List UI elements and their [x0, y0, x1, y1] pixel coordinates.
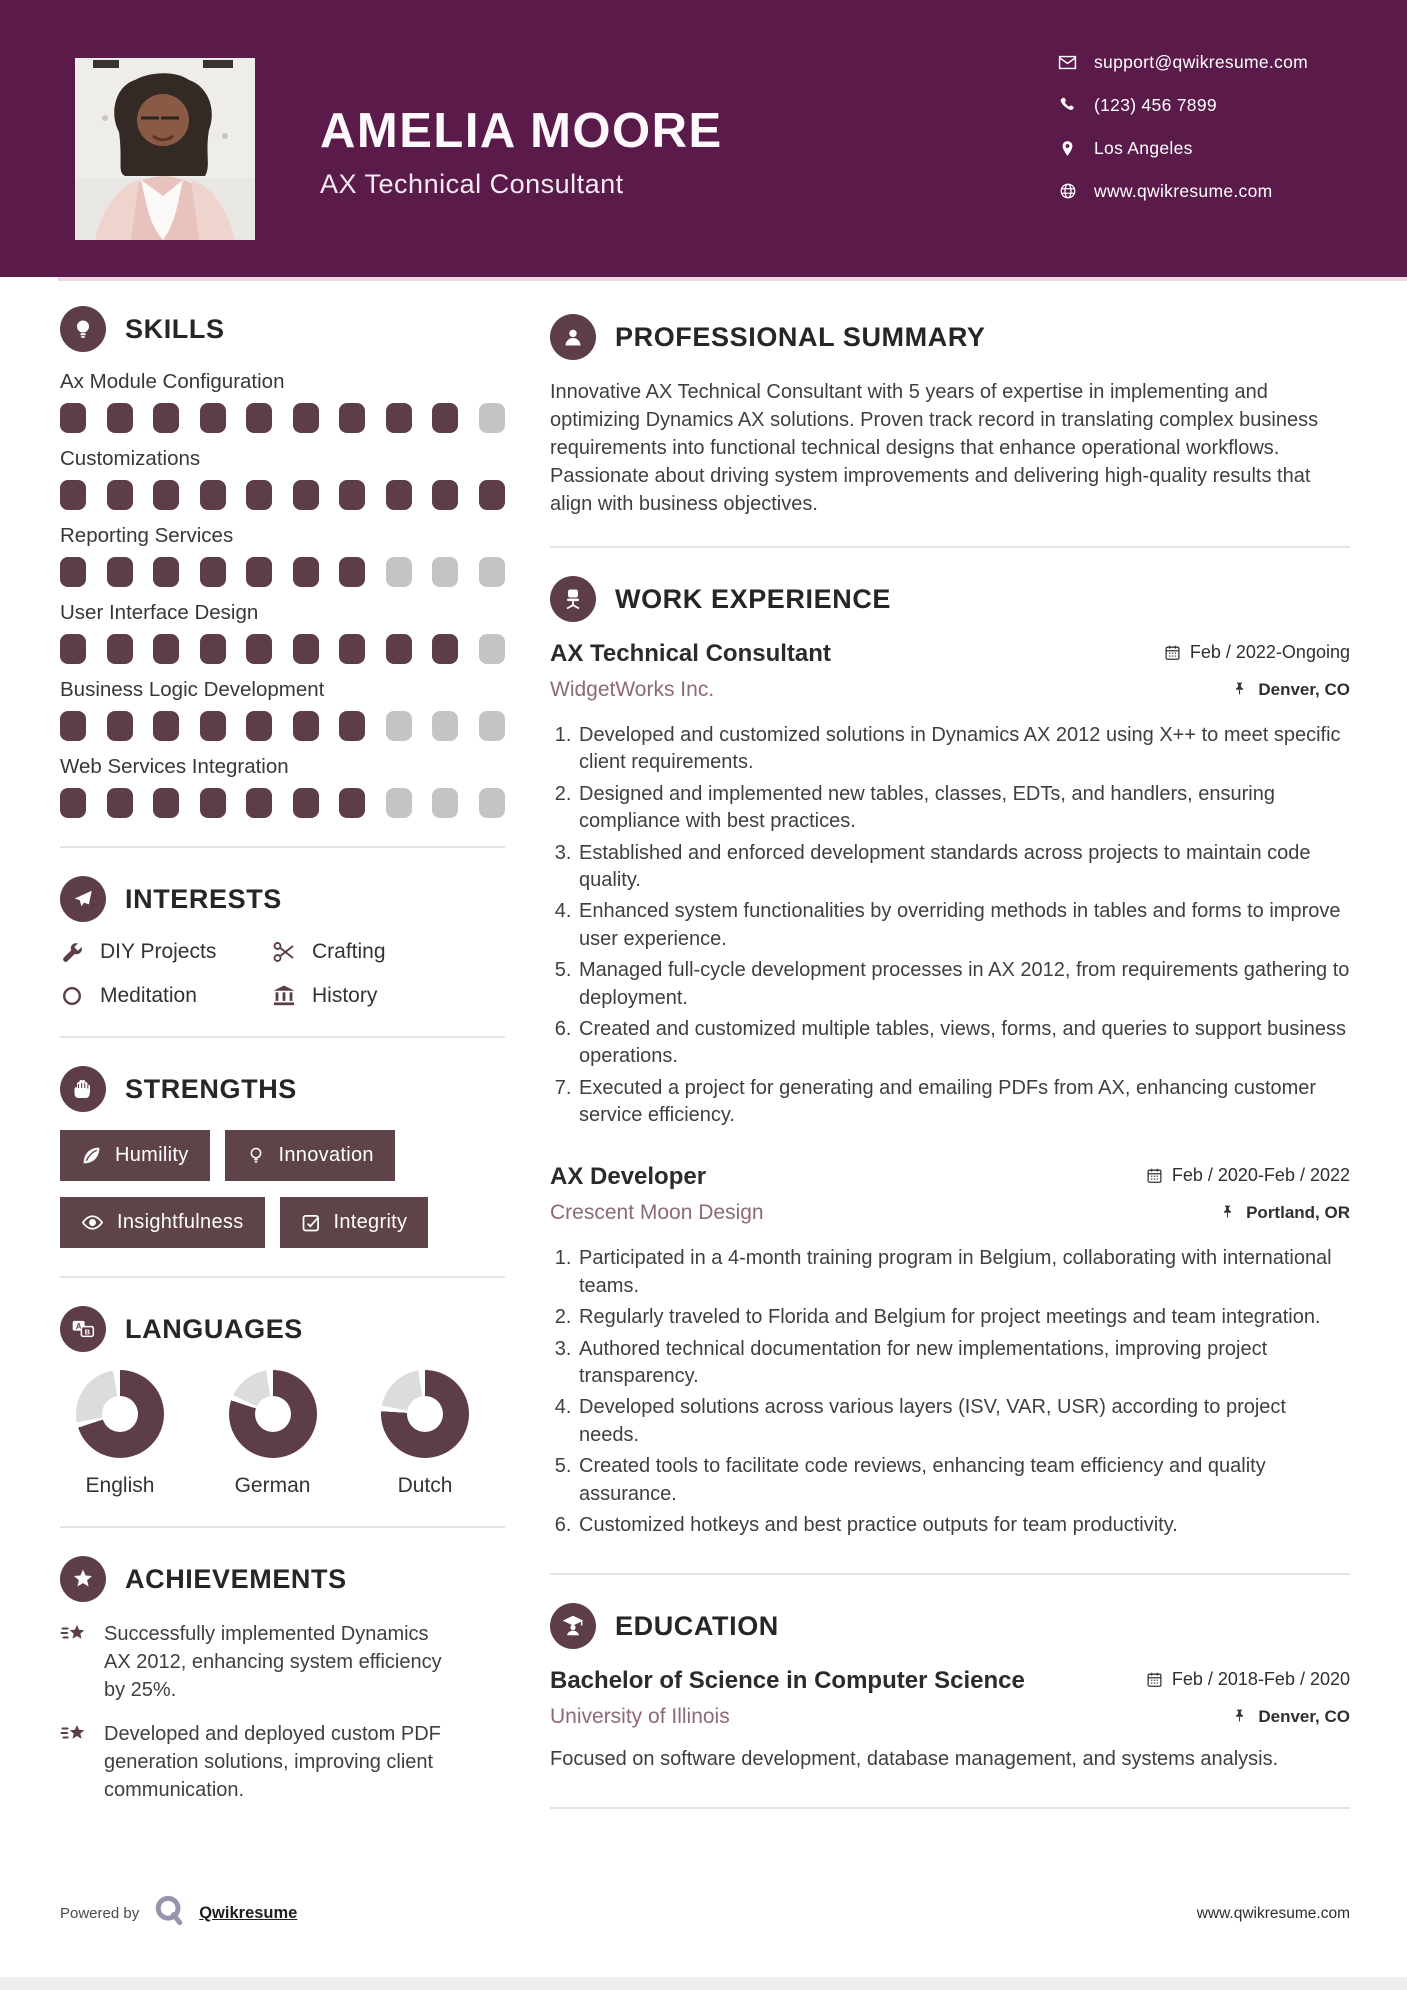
job-date: Feb / 2022-Ongoing: [1189, 642, 1350, 662]
strength-badge: [280, 1197, 429, 1248]
star-icon: [60, 1556, 106, 1602]
footer: [60, 1893, 1350, 1934]
job-date-meta: [1146, 1165, 1350, 1186]
job-bullet: 2. Regularly traveled to Florida and Belgium for project meetings and team integration.: [577, 1304, 1350, 1331]
education-entry: [550, 1667, 1350, 1773]
work-heading: WORK EXPERIENCE: [615, 583, 892, 614]
achievement-text: Successfully implemented Dynamics AX 2012, enhancing system efficiency by 25%.: [104, 1623, 442, 1701]
job-location: Portland, OR: [1246, 1202, 1350, 1222]
skill-label: Business Logic Development: [60, 678, 325, 701]
rating-square: [246, 403, 272, 433]
interest-item: [60, 940, 272, 964]
envelope-icon: [1058, 53, 1077, 72]
rating-square: [107, 557, 133, 587]
skill-item: [60, 755, 505, 818]
job-bullet: 3. Authored technical documentation for new implementations, improving project transparency.: [577, 1336, 1350, 1391]
rating-square: [293, 711, 319, 741]
company-name: Crescent Moon Design: [550, 1201, 764, 1225]
work-heading-row: [550, 576, 1350, 622]
contact-list: [1058, 52, 1308, 224]
left-column: [60, 306, 505, 1820]
qwikresume-logo-icon: [151, 1893, 187, 1934]
skill-item: [60, 524, 505, 587]
scissors-icon: [272, 940, 296, 964]
contact-text: Los Angeles: [1094, 137, 1193, 158]
job-entry: [550, 1163, 1350, 1539]
rating-square: [386, 634, 412, 664]
job-sub-row: [550, 1191, 1350, 1225]
interest-label: History: [312, 984, 378, 1007]
strengths-heading: STRENGTHS: [125, 1073, 297, 1104]
job-date-meta: [1164, 642, 1350, 663]
rating-square: [200, 403, 226, 433]
rating-square: [107, 788, 133, 818]
job-bullets: [550, 1245, 1350, 1539]
rating-square: [246, 788, 272, 818]
job-bullet: 5. Managed full-cycle development processes in AX 2012, from requirements gathering to deployment.: [577, 957, 1350, 1012]
language-item: [213, 1370, 333, 1498]
rating-square: [153, 634, 179, 664]
languages-heading: LANGUAGES: [125, 1313, 303, 1344]
achievements-heading: ACHIEVEMENTS: [125, 1563, 347, 1594]
rating-square: [60, 480, 86, 510]
summary-heading-row: [550, 314, 1350, 360]
interests-section: [60, 876, 505, 1008]
achievement-text: Developed and deployed custom PDF generation solutions, improving client communication.: [104, 1723, 441, 1801]
rating-square: [246, 711, 272, 741]
rating-square: [107, 711, 133, 741]
jobs-list: [550, 640, 1350, 1539]
rating-square: [246, 480, 272, 510]
interest-label: DIY Projects: [100, 940, 217, 963]
footer-site-url: www.qwikresume.com: [1196, 1904, 1350, 1922]
rating-square: [246, 557, 272, 587]
language-donut-chart: [229, 1370, 317, 1458]
language-donut-chart: [76, 1370, 164, 1458]
strengths-section: [60, 1066, 505, 1248]
contact-item[interactable]: [1058, 138, 1308, 158]
strength-label: Humility: [115, 1144, 189, 1166]
interests-heading-row: [60, 876, 505, 922]
contact-text: (123) 456 7899: [1094, 94, 1217, 115]
job-bullet: 2. Designed and implemented new tables, classes, EDTs, and handlers, ensuring compliance with best practices.: [577, 781, 1350, 836]
rating-square: [60, 403, 86, 433]
rating-square: [339, 480, 365, 510]
rating-square: [60, 634, 86, 664]
phone-icon: [1058, 96, 1077, 115]
rating-square: [293, 634, 319, 664]
strengths-heading-row: [60, 1066, 505, 1112]
skill-label: Reporting Services: [60, 524, 234, 547]
qwikresume-brand-link[interactable]: Qwikresume: [199, 1904, 298, 1922]
location-pin-icon: [1058, 139, 1077, 158]
languages-list: [60, 1370, 485, 1498]
translate-icon: [60, 1306, 106, 1352]
strength-badge: [60, 1130, 210, 1181]
profile-photo: [75, 58, 255, 240]
language-label: German: [234, 1474, 311, 1497]
skill-item: [60, 678, 505, 741]
education-description: Focused on software development, database management, and systems analysis.: [550, 1748, 1279, 1771]
rating-square: [293, 788, 319, 818]
skill-rating-bar: [60, 711, 505, 741]
interests-list: [60, 940, 505, 1008]
job-sub-row: [550, 668, 1350, 702]
interest-item: [60, 984, 272, 1008]
skill-rating-bar: [60, 403, 505, 433]
rating-square: [339, 403, 365, 433]
skill-item: [60, 447, 505, 510]
job-title: AX Technical Consultant: [550, 640, 831, 667]
calendar-icon: [1146, 1167, 1163, 1184]
person-name: AMELIA MOORE: [320, 104, 723, 158]
job-bullet: 7. Executed a project for generating and emailing PDFs from AX, enhancing customer service efficiency.: [577, 1075, 1350, 1130]
rating-square: [200, 711, 226, 741]
education-location: Denver, CO: [1258, 1706, 1350, 1726]
skill-rating-bar: [60, 480, 505, 510]
rating-square: [386, 711, 412, 741]
education-heading-row: [550, 1603, 1350, 1649]
right-column: [550, 314, 1350, 1837]
lightbulb-icon: [60, 306, 106, 352]
rating-square: [107, 403, 133, 433]
job-bullet: 3. Established and enforced development standards across projects to maintain code quality.: [577, 840, 1350, 895]
rating-square: [153, 480, 179, 510]
rating-square: [153, 788, 179, 818]
job-bullet: 6. Customized hotkeys and best practice outputs for team productivity.: [577, 1512, 1350, 1539]
contact-item[interactable]: [1058, 95, 1308, 115]
education-heading: EDUCATION: [615, 1610, 779, 1641]
strength-label: Innovation: [278, 1144, 374, 1166]
education-location-meta: [1232, 1707, 1350, 1727]
strength-label: Insightfulness: [117, 1211, 244, 1233]
skill-item: [60, 370, 505, 433]
pushpin-icon: [1232, 1708, 1249, 1725]
rating-square: [60, 557, 86, 587]
rating-square: [293, 403, 319, 433]
divider: [60, 1036, 505, 1038]
interest-label: Meditation: [100, 984, 197, 1007]
skills-list: [60, 370, 505, 818]
job-bullet: 1. Participated in a 4-month training program in Belgium, collaborating with international teams.: [577, 1245, 1350, 1300]
languages-section: [60, 1306, 505, 1498]
job-bullet: 6. Created and customized multiple tables, views, forms, and queries to support business operations.: [577, 1016, 1350, 1071]
graduate-icon: [550, 1603, 596, 1649]
rating-square: [246, 634, 272, 664]
leaf-icon: [81, 1145, 102, 1166]
skills-section: [60, 306, 505, 818]
rating-square: [153, 711, 179, 741]
museum-icon: [272, 984, 296, 1008]
rating-square: [432, 711, 458, 741]
achievements-section: [60, 1556, 505, 1804]
skill-rating-bar: [60, 557, 505, 587]
rating-square: [200, 634, 226, 664]
summary-heading: PROFESSIONAL SUMMARY: [615, 321, 986, 352]
identity-block: [320, 106, 723, 200]
skill-rating-bar: [60, 634, 505, 664]
shooting-star-icon: [60, 1720, 90, 1804]
divider: [60, 1526, 505, 1528]
rating-square: [339, 711, 365, 741]
interest-item: [272, 940, 505, 964]
job-bullet: 4. Enhanced system functionalities by overriding methods in tables and forms to improve user experience.: [577, 898, 1350, 953]
rating-square: [153, 557, 179, 587]
rating-square: [200, 557, 226, 587]
job-bullet: 5. Created tools to facilitate code reviews, enhancing team efficiency and quality assurance.: [577, 1453, 1350, 1508]
rating-square: [479, 480, 505, 510]
rating-square: [479, 711, 505, 741]
calendar-icon: [1164, 644, 1181, 661]
pushpin-icon: [1220, 1204, 1237, 1221]
rating-square: [200, 480, 226, 510]
rating-square: [200, 788, 226, 818]
office-chair-icon: [550, 576, 596, 622]
school-name: University of Illinois: [550, 1705, 730, 1729]
interests-heading: INTERESTS: [125, 883, 282, 914]
achievements-heading-row: [60, 1556, 505, 1602]
skills-heading: SKILLS: [125, 313, 225, 344]
job-entry: [550, 640, 1350, 1129]
language-item: [365, 1370, 485, 1498]
contact-text: www.qwikresume.com: [1094, 180, 1273, 201]
rating-square: [293, 480, 319, 510]
achievement-item: [60, 1620, 505, 1704]
bottom-strip: [0, 1977, 1407, 1990]
rating-square: [479, 557, 505, 587]
achievement-item: [60, 1720, 505, 1804]
job-title: AX Developer: [550, 1163, 707, 1191]
divider: [60, 846, 505, 848]
svg-text:B: B: [84, 1327, 91, 1337]
rating-square: [479, 788, 505, 818]
degree-title: Bachelor of Science in Computer Science: [550, 1667, 1025, 1695]
job-location-meta: [1220, 1203, 1350, 1223]
language-donut-chart: [381, 1370, 469, 1458]
rating-square: [432, 557, 458, 587]
language-label: English: [85, 1474, 155, 1497]
svg-text:A: A: [75, 1321, 82, 1331]
rating-square: [432, 480, 458, 510]
job-top-row: [550, 640, 1350, 668]
rating-square: [339, 634, 365, 664]
contact-item[interactable]: [1058, 181, 1308, 201]
interest-item: [272, 984, 505, 1008]
rating-square: [107, 634, 133, 664]
rating-square: [479, 634, 505, 664]
language-label: Dutch: [397, 1474, 453, 1497]
divider: [550, 546, 1350, 548]
rating-square: [432, 634, 458, 664]
rating-square: [339, 557, 365, 587]
divider: [60, 1276, 505, 1278]
rating-square: [293, 557, 319, 587]
interest-label: Crafting: [312, 940, 386, 963]
skill-label: User Interface Design: [60, 601, 259, 624]
rating-square: [339, 788, 365, 818]
skills-heading-row: [60, 306, 505, 352]
education-sub-row: [550, 1695, 1350, 1729]
person-icon: [550, 314, 596, 360]
check-icon: [301, 1213, 321, 1233]
summary-section: [550, 314, 1350, 518]
education-date: Feb / 2018-Feb / 2020: [1171, 1669, 1350, 1690]
education-section: [550, 1603, 1350, 1773]
job-bullet: 4. Developed solutions across various layers (ISV, VAR, USR) according to project needs.: [577, 1394, 1350, 1449]
wrench-icon: [60, 940, 84, 964]
achievements-list: [60, 1620, 505, 1804]
bulb-icon: [246, 1146, 266, 1166]
rating-square: [432, 788, 458, 818]
skill-label: Customizations: [60, 447, 201, 470]
job-bullets: [550, 722, 1350, 1129]
company-name: WidgetWorks Inc.: [550, 678, 715, 701]
job-top-row: [550, 1163, 1350, 1191]
rating-square: [153, 403, 179, 433]
job-date: Feb / 2020-Feb / 2022: [1171, 1165, 1350, 1186]
eye-icon: [81, 1211, 104, 1234]
rating-square: [479, 403, 505, 433]
work-section: [550, 576, 1350, 1539]
fist-icon: [60, 1066, 106, 1112]
powered-by-label: Powered by: [60, 1905, 140, 1922]
rating-square: [60, 788, 86, 818]
strength-badge: [60, 1197, 265, 1248]
education-top-row: [550, 1667, 1350, 1695]
languages-heading-row: [60, 1306, 505, 1352]
education-date-meta: [1146, 1669, 1350, 1690]
circle-icon: [60, 984, 84, 1008]
pushpin-icon: [1232, 681, 1249, 698]
paper-plane-icon: [60, 876, 106, 922]
calendar-icon: [1146, 1671, 1163, 1688]
rating-square: [386, 403, 412, 433]
shooting-star-icon: [60, 1620, 90, 1704]
job-location: Denver, CO: [1258, 679, 1350, 699]
contact-text: support@qwikresume.com: [1094, 51, 1309, 72]
skill-label: Web Services Integration: [60, 755, 289, 778]
job-bullet: 1. Developed and customized solutions in Dynamics AX 2012 using X++ to meet specific client requirements.: [577, 722, 1350, 777]
powered-by-block: [60, 1893, 297, 1934]
person-title: AX Technical Consultant: [320, 169, 624, 200]
skill-item: [60, 601, 505, 664]
rating-square: [386, 788, 412, 818]
skill-rating-bar: [60, 788, 505, 818]
rating-square: [386, 557, 412, 587]
divider: [550, 1807, 1350, 1809]
strength-badge: [225, 1130, 395, 1181]
header: [0, 0, 1407, 277]
profile-photo-art: [75, 58, 255, 240]
contact-item[interactable]: [1058, 52, 1308, 72]
rating-square: [107, 480, 133, 510]
divider: [550, 1573, 1350, 1575]
globe-icon: [1058, 182, 1077, 201]
skill-label: Ax Module Configuration: [60, 370, 285, 393]
language-item: [60, 1370, 180, 1498]
strength-label: Integrity: [333, 1211, 408, 1233]
strengths-list: [60, 1130, 505, 1248]
rating-square: [386, 480, 412, 510]
rating-square: [60, 711, 86, 741]
job-location-meta: [1232, 680, 1350, 700]
rating-square: [432, 403, 458, 433]
summary-text: Innovative AX Technical Consultant with 5 years of expertise in implementing and optimizing Dynamics AX solutions. Proven track record in translating complex business requirements into functional technical designs that enhance operational workflows. Passionate about driving system improvements and delivering high-quality results that align with business objectives.: [550, 381, 1319, 515]
